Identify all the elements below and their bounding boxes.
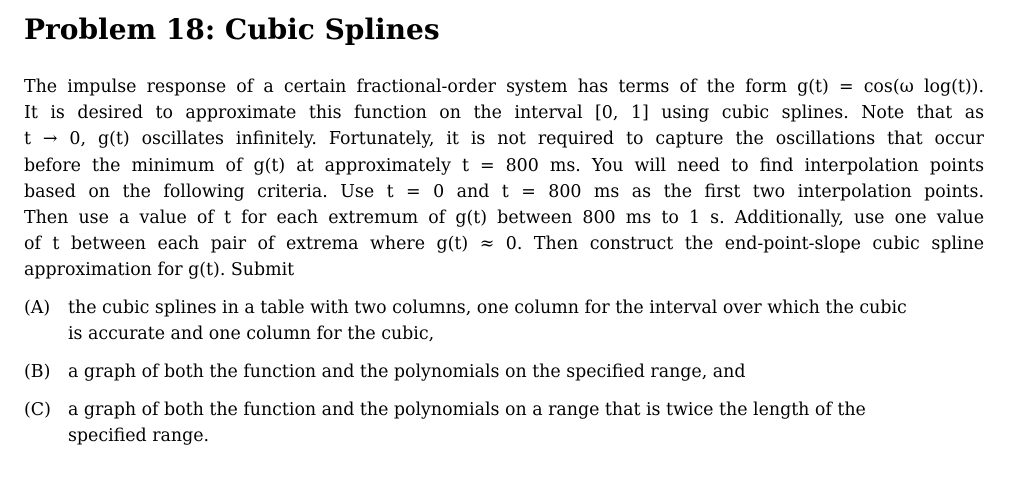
list-item-line: is accurate and one column for the cubic,: [68, 323, 435, 344]
paragraph-line: of t between each pair of extrema where g(t) ≈ 0. Then construct the end-point-slope cubic spline: [24, 234, 984, 255]
list-item: [24, 359, 984, 385]
problem-title: Problem 18: Cubic Splines: [24, 13, 440, 46]
list-item-line: the cubic splines in a table with two columns, one column for the interval over which the cubic: [68, 297, 907, 318]
list-item-line: a graph of both the function and the polynomials on a range that is twice the length of the: [68, 400, 866, 421]
problem-document: [24, 12, 984, 462]
list-item: [24, 295, 984, 347]
list-item-body: [68, 295, 984, 347]
paragraph-line: Then use a value of t for each extremum of g(t) between 800 ms to 1 s. Additionally, use one value: [24, 208, 984, 229]
list-item-line: a graph of both the function and the polynomials on the specified range, and: [68, 362, 746, 383]
list-item-line: specified range.: [68, 426, 210, 447]
list-item-marker: (C): [24, 400, 51, 421]
problem-paragraph: [24, 74, 984, 284]
paragraph-line: t → 0, g(t) oscillates infinitely. Fortunately, it is not required to capture the oscillations that occur: [24, 129, 984, 150]
list-item-marker: (A): [24, 297, 51, 318]
paragraph-line: The impulse response of a certain fractional-order system has terms of the form g(t) = cos(ω log(t)).: [24, 77, 984, 97]
paragraph-line: before the minimum of g(t) at approximately t = 800 ms. You will need to find interpolation points: [24, 155, 984, 176]
paragraph-line: It is desired to approximate this function on the interval [0, 1] using cubic splines. Note that as: [24, 103, 984, 124]
list-item-body: [68, 397, 984, 449]
list-item-body: [68, 359, 984, 385]
paragraph-line: based on the following criteria. Use t = 0 and t = 800 ms as the first two interpolation points.: [24, 181, 984, 202]
list-item-marker: (B): [24, 362, 51, 383]
submission-list: [24, 295, 984, 450]
list-item: [24, 397, 984, 449]
paragraph-line: approximation for g(t). Submit: [24, 260, 295, 281]
